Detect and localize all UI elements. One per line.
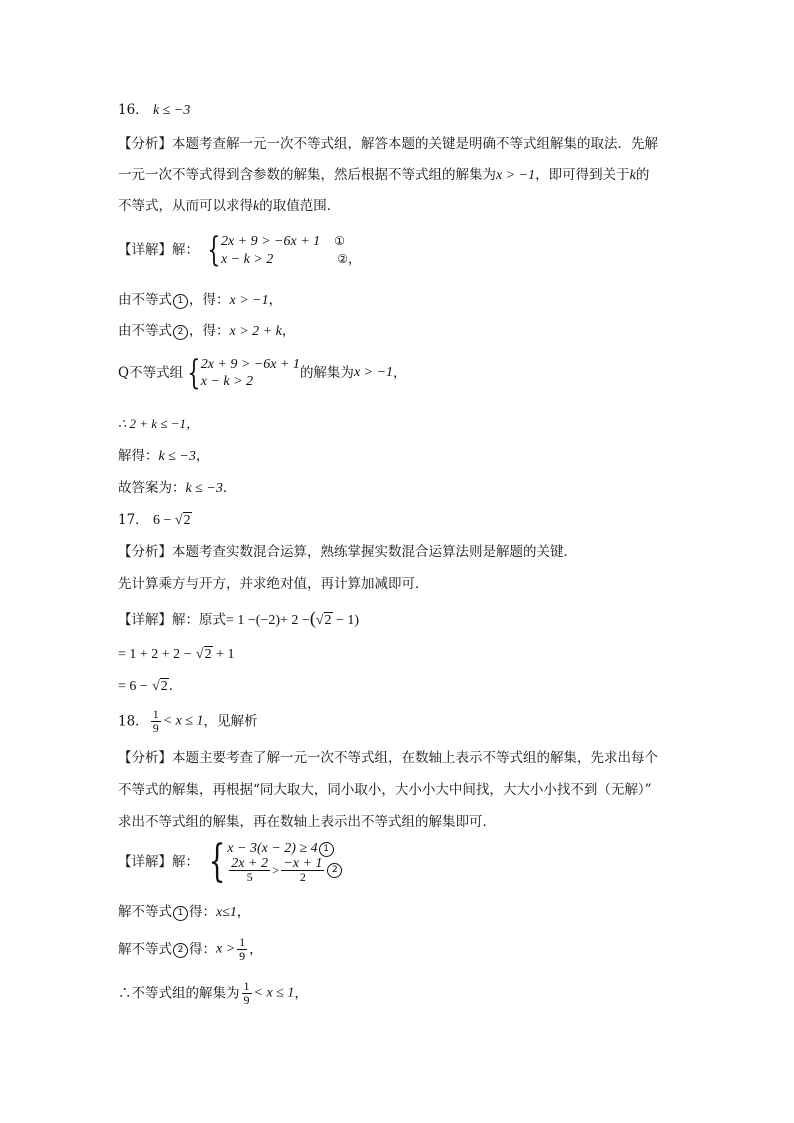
q16-analysis-text: 一元一次不等式得到含参数的解集，然后根据不等式组的解集为 — [118, 167, 496, 183]
left-brace: { — [187, 353, 201, 393]
answer-text: ，见解析 — [203, 713, 258, 730]
step-text: Q不等式组 — [118, 365, 184, 381]
q17-analysis-line-2: 先计算乘方与开方，并求绝对值，再计算加减即可． — [118, 576, 429, 592]
fraction — [151, 708, 161, 735]
q17-heading — [118, 510, 192, 531]
step-text: ， — [195, 448, 210, 464]
step-math: x≤1 — [216, 905, 237, 920]
q18-heading — [118, 708, 258, 735]
q16-analysis-text: ，即可得到关于 — [535, 167, 630, 183]
step-text: 解不等式 — [118, 904, 172, 920]
q16-step-5 — [118, 446, 209, 467]
system-row-1: 2x + 9 > −6x + 1 — [220, 234, 321, 249]
equation-system — [203, 836, 343, 887]
step-text: ， — [236, 904, 251, 920]
q16-number: 16． — [118, 102, 149, 118]
q16-analysis-math: k — [629, 168, 636, 183]
numerator: 2x + 2 — [231, 856, 268, 871]
expr-part: + 2 − — [280, 613, 310, 628]
q16-detail-label: 【详解】解： — [118, 242, 199, 258]
q18-step-3 — [118, 980, 308, 1007]
system-row-2: x − k > 2 — [200, 374, 254, 389]
q16-analysis-math: x > −1 — [496, 168, 536, 183]
circled-number: 2 — [173, 325, 188, 340]
circled-number: 1 — [319, 842, 334, 857]
step-text: 的解集为 — [299, 365, 354, 381]
circled-number: 2 — [327, 863, 342, 878]
step-text: 解不等式 — [118, 941, 172, 958]
q16-analysis-text: 的 — [635, 167, 650, 183]
equation-system — [183, 353, 300, 393]
step-math: k ≤ −3 — [158, 449, 196, 464]
denominator: 9 — [152, 721, 159, 735]
q18-analysis-line-1: 【分析】本题主要考查了解一元一次不等式组，在数轴上表示不等式组的解集，先求出每个 — [118, 750, 658, 766]
q18-step-1 — [118, 902, 250, 923]
q18-analysis-line-3: 求出不等式组的解集，再在数轴上表示出不等式组的解集即可． — [118, 814, 496, 830]
step-text: ， — [249, 941, 263, 958]
q16-heading — [118, 100, 190, 121]
denominator: 2 — [299, 870, 306, 884]
q18-number: 18． — [118, 713, 149, 730]
step-text: 得： — [189, 904, 216, 920]
q16-analysis-line-3 — [118, 196, 340, 217]
q17-analysis-line-1: 【分析】本题考查实数混合运算，熟练掌握实数混合运算法则是解题的关键． — [118, 544, 577, 560]
system-row-2: x − k > 2 — [220, 252, 274, 267]
detail-label: 【详解】解： — [118, 854, 199, 870]
q16-step-3 — [118, 353, 407, 393]
q16-analysis-text: 的取值范围． — [259, 198, 341, 214]
q17-detail-line-3: = 6 − √2． — [118, 678, 183, 694]
answer-text: 6 − — [152, 513, 172, 528]
numerator: 1 — [152, 707, 159, 721]
step-math: x > 2 + k — [229, 324, 282, 339]
detail-label: 【详解】解：原式 — [118, 612, 226, 628]
step-text: 由不等式 — [118, 292, 172, 308]
step-text: ， — [268, 292, 283, 308]
step-math: x > — [216, 941, 236, 957]
step-text: ∴不等式组的解集为 — [118, 985, 240, 1002]
step-text: 解得： — [118, 448, 159, 464]
numerator: 1 — [243, 979, 250, 993]
numerator: −x + 1 — [283, 856, 323, 871]
q16-step-2 — [118, 321, 295, 342]
circled-number: 1 — [173, 906, 188, 921]
radicand: 2 — [324, 613, 332, 628]
step-math: x > −1 — [353, 365, 394, 380]
denominator: 9 — [243, 993, 250, 1007]
paren: ( — [309, 608, 316, 628]
step-text: ， — [393, 365, 407, 381]
operator: > — [271, 862, 280, 878]
step-text: ， — [294, 985, 308, 1002]
answer-math: < x ≤ 1 — [162, 713, 204, 729]
q17-detail-line-2: = 1 + 2 + 2 − √2 + 1 — [118, 647, 235, 662]
step-text: 由不等式 — [118, 323, 172, 339]
equation-system — [203, 232, 361, 268]
radicand: 2 — [204, 647, 212, 662]
q16-step-1 — [118, 290, 282, 311]
step-text: 故答案为： — [118, 480, 186, 496]
expr-part: (−2) — [255, 613, 281, 628]
expr-part: − 1) — [332, 613, 360, 628]
left-brace: { — [208, 836, 226, 887]
circled-number: 2 — [173, 943, 188, 958]
q16-analysis-text: 不等式，从而可以求得 — [118, 198, 253, 214]
expr-part: ． — [168, 678, 183, 694]
step-text: 得： — [189, 941, 216, 958]
system-row-1: x − 3(x − 2) ≥ 4 — [227, 841, 318, 856]
step-math: x > −1 — [229, 293, 269, 308]
circled-mark-1: ① — [334, 234, 345, 248]
q16-analysis-line-2 — [118, 165, 649, 186]
radicand: 2 — [160, 679, 168, 694]
step-math: < x ≤ 1 — [253, 985, 295, 1001]
step-text: ，得： — [189, 323, 230, 339]
circled-mark-2: ② — [337, 252, 349, 266]
expr-part: + 1 — [212, 647, 235, 662]
expr-part: = 6 − — [118, 679, 148, 694]
numerator: 1 — [239, 935, 246, 949]
q16-answer: k ≤ −3 — [152, 103, 191, 118]
system-tail: ， — [348, 251, 362, 266]
step-text: ，得： — [189, 292, 230, 308]
q16-analysis-math: k — [253, 199, 260, 214]
q17-number: 17． — [118, 512, 149, 528]
q17-detail-line-1: 【详解】解：原式= 1 −(−2)+ 2 −(√2 − 1) — [118, 608, 360, 628]
circled-number: 1 — [173, 294, 188, 309]
step-text: ， — [281, 323, 296, 339]
q16-detail-system — [118, 232, 361, 268]
q18-step-2 — [118, 936, 263, 963]
radicand: 2 — [183, 513, 191, 528]
system-row-1: 2x + 9 > −6x + 1 — [200, 357, 300, 372]
q16-analysis-line-1: 【分析】本题考查解一元一次不等式组，解答本题的关键是明确不等式组解集的取法．先解 — [118, 136, 658, 152]
step-math: k ≤ −3 — [185, 481, 223, 496]
q18-analysis-line-2: 不等式的解集，再根据“同大取大，同小取小，大小小大中间找，大大小小找不到（无解）” — [118, 782, 652, 798]
left-brace: { — [207, 230, 221, 270]
step-text: ． — [222, 480, 237, 496]
expr-part: = 1 + 2 + 2 − — [118, 647, 192, 662]
expr-part: = 1 − — [226, 613, 256, 628]
q16-step-4: ∴ 2 + k ≤ −1， — [118, 416, 199, 431]
q16-final-answer — [118, 478, 236, 499]
denominator: 5 — [246, 870, 253, 884]
q17-answer: 6 − √2 — [152, 513, 191, 528]
denominator: 9 — [239, 949, 246, 963]
q18-detail-system — [118, 836, 343, 887]
